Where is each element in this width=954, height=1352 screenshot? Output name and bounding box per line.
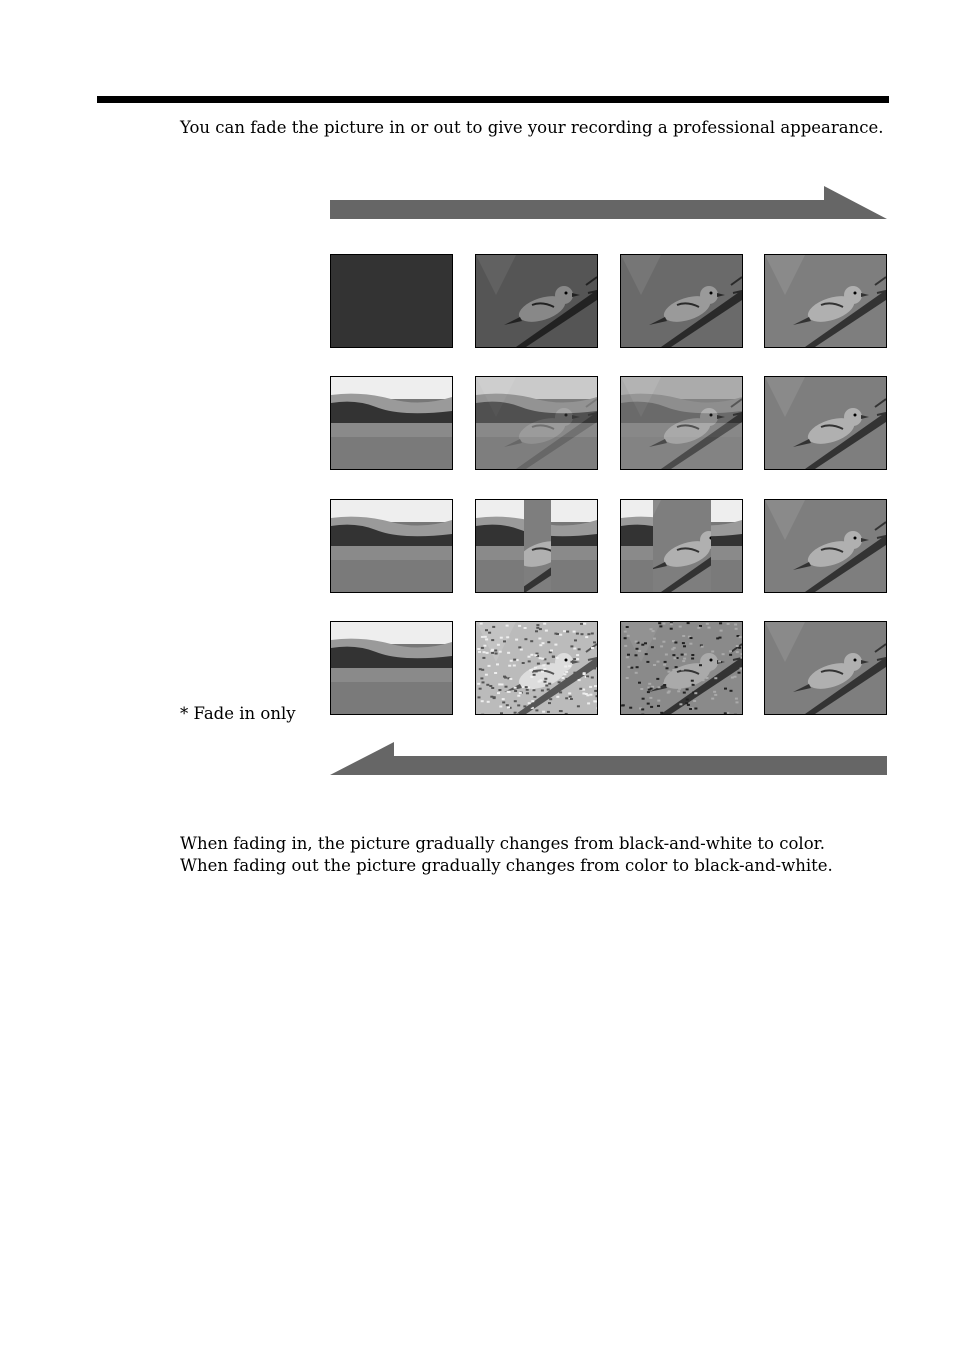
intro-text: You can fade the picture in or out to give your recording a professional appearance. (180, 118, 884, 137)
arrow-right-icon (330, 186, 888, 220)
thumbnail-black (330, 254, 453, 348)
thumbnail-dots-dense (620, 621, 743, 715)
thumbnail-field (330, 499, 453, 593)
thumbnail-bird-light (764, 376, 887, 470)
thumbnail-field (330, 621, 453, 715)
thumbnail-wipe-wide (620, 499, 743, 593)
thumbnail-bird-mid (620, 254, 743, 348)
thumbnail-field-bird-blend (475, 376, 598, 470)
fade-in-only-note: * Fade in only (180, 704, 296, 723)
arrow-left-icon (330, 742, 888, 776)
thumbnail-bird-field-blend (620, 376, 743, 470)
thumbnail-field (330, 376, 453, 470)
thumbnail-bird-light (764, 621, 887, 715)
paragraph-line-1: When fading in, the picture gradually changes from black-and-white to color. (180, 834, 825, 853)
thumbnail-dots-sparse (475, 621, 598, 715)
thumbnail-bird-dark (475, 254, 598, 348)
header-rule (97, 96, 889, 103)
paragraph-line-2: When fading out the picture gradually changes from color to black-and-white. (180, 856, 833, 875)
thumbnail-wipe-narrow (475, 499, 598, 593)
thumbnail-bird-light (764, 254, 887, 348)
thumbnail-bird-light (764, 499, 887, 593)
